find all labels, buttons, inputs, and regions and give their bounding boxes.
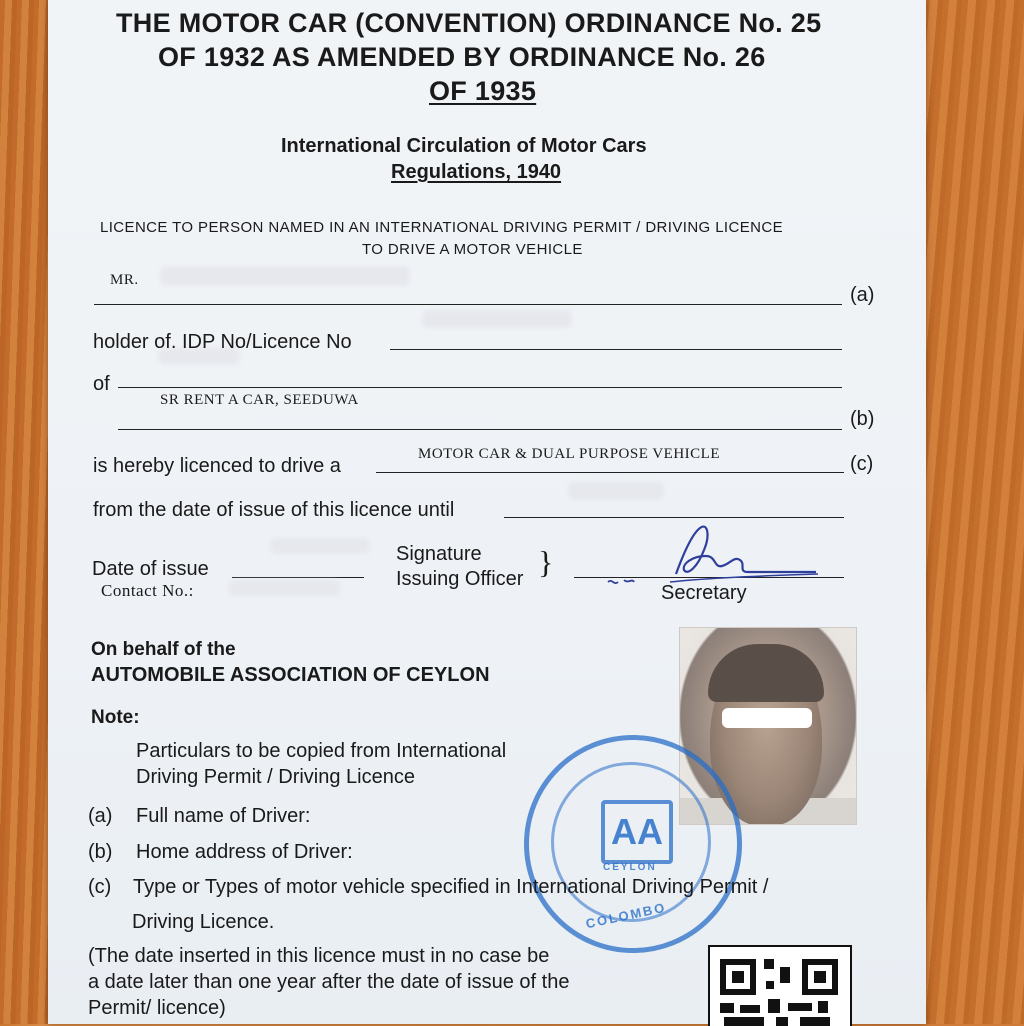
redacted-name	[160, 266, 410, 286]
validity-label: from the date of issue of this licence until	[93, 499, 455, 521]
subtitle-line-2: Regulations, 1940	[391, 161, 562, 183]
behalf-line-1: On behalf of the	[91, 639, 236, 660]
marker-b: (b)	[850, 408, 875, 430]
wood-background-right	[924, 0, 1024, 1024]
aa-ceylon-stamp	[524, 735, 742, 953]
name-line	[94, 304, 842, 305]
aa-logo: AA	[601, 800, 673, 864]
date-issue-label: Date of issue	[92, 558, 209, 580]
header-line-3: OF 1935	[429, 76, 537, 106]
note-item-a-marker: (a)	[88, 805, 113, 827]
vehicle-value: MOTOR CAR & DUAL PURPOSE VEHICLE	[418, 446, 721, 462]
address-line	[118, 429, 842, 430]
contact-label: Contact No.:	[101, 581, 194, 600]
holder-line	[390, 349, 842, 350]
name-prefix: MR.	[110, 272, 139, 288]
header-line-1: THE MOTOR CAR (CONVENTION) ORDINANCE No. 25	[116, 8, 822, 38]
header-line-2: OF 1932 AS AMENDED BY ORDINANCE No. 26	[158, 42, 766, 72]
of-label: of	[93, 373, 110, 395]
marker-a: (a)	[850, 284, 875, 306]
licence-heading-line-2: TO DRIVE A MOTOR VEHICLE	[362, 241, 583, 258]
address-value: SR RENT A CAR, SEEDUWA	[160, 392, 359, 408]
note-item-c-marker: (c)	[88, 876, 112, 898]
holder-label: holder of. IDP No/Licence No	[93, 331, 352, 353]
note-item-b-text: Home address of Driver:	[136, 841, 353, 863]
note-intro-line-2: Driving Permit / Driving Licence	[136, 766, 415, 788]
qr-code	[708, 945, 852, 1026]
subtitle-line-1: International Circulation of Motor Cars	[281, 135, 647, 157]
redacted-licence-no	[422, 310, 572, 328]
wood-background-left	[0, 0, 52, 1024]
note-item-a-text: Full name of Driver:	[136, 805, 311, 827]
signature-label: Signature	[396, 543, 482, 565]
secretary-label: Secretary	[661, 582, 747, 604]
stamp-sub-text: CEYLON	[603, 862, 657, 873]
note-item-b-marker: (b)	[88, 841, 113, 863]
issuing-officer-label: Issuing Officer	[396, 568, 524, 590]
note-footer-line-2: a date later than one year after the date of issue of the	[88, 971, 570, 993]
behalf-line-2: AUTOMOBILE ASSOCIATION OF CEYLON	[91, 664, 490, 686]
redacted-eyes	[722, 708, 812, 728]
redacted-expiry	[568, 482, 664, 500]
redacted-contact	[228, 580, 340, 596]
licence-heading-line-1: LICENCE TO PERSON NAMED IN AN INTERNATIONAL DRIVING PERMIT / DRIVING LICENCE	[100, 219, 784, 236]
note-footer-line-3: Permit/ licence)	[88, 997, 226, 1019]
note-intro-line-1: Particulars to be copied from International	[136, 740, 507, 762]
marker-c: (c)	[850, 453, 874, 475]
stamp-ring-text: COLOMBO	[584, 899, 668, 932]
note-title: Note:	[91, 707, 140, 728]
licenced-label: is hereby licenced to drive a	[93, 455, 341, 477]
date-issue-line	[232, 577, 364, 578]
of-line	[118, 387, 842, 388]
note-item-c-text: Type or Types of motor vehicle specified in International Driving Permit /	[133, 876, 769, 898]
redacted-issue-date	[270, 538, 370, 554]
brace: }	[538, 544, 554, 580]
note-item-c-cont: Driving Licence.	[132, 911, 275, 933]
note-footer-line-1: (The date inserted in this licence must in no case be	[88, 945, 550, 967]
licence-document	[48, 0, 926, 1024]
vehicle-line	[376, 472, 844, 473]
